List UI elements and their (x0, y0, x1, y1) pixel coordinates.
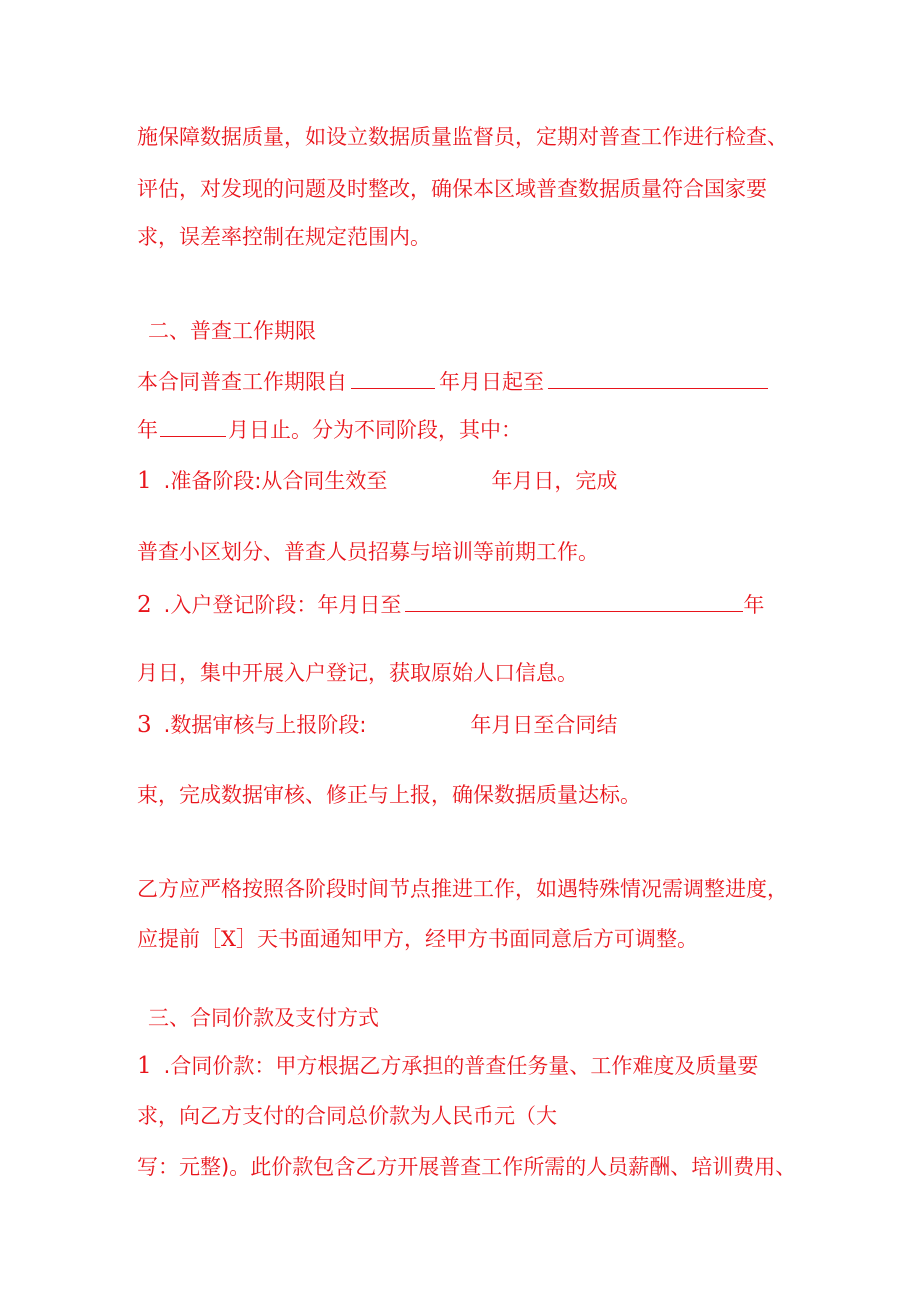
paragraph-line: 求，误差率控制在规定范围内。 (137, 225, 431, 249)
period-text-b: 年月日起至 (439, 370, 544, 394)
schedule-note-text-a: 应提前［ (137, 927, 221, 951)
end-date-blank (548, 366, 768, 389)
stage-1-number: 1 (137, 468, 152, 494)
stage-1-text-a: .准备阶段:从合同生效至 (163, 469, 388, 493)
start-date-blank (351, 366, 435, 389)
stage-3-continuation: 束，完成数据审核、修正与上报，确保数据质量达标。 (137, 783, 641, 807)
period-line-1 (137, 366, 768, 397)
end-month-blank (160, 414, 226, 437)
period-line-2 (137, 414, 522, 445)
stage-2-text-b: 年 (743, 593, 765, 617)
stage-1-line (137, 466, 617, 496)
schedule-note-line-1: 乙方应严格按照各阶段时间节点推进工作，如遇特殊情况需调整进度， (137, 877, 788, 901)
stage-2-date-blank (405, 589, 743, 612)
stage-2-continuation: 月日，集中开展入户登记，获取原始人口信息。 (137, 661, 578, 685)
stage-3-line (137, 710, 617, 740)
stage-3-text-a: .数据审核与上报阶段: (163, 713, 367, 737)
stage-2-text-a: .入户登记阶段：年月日至 (163, 593, 402, 617)
stage-1-text-b: 年月日，完成 (491, 469, 618, 493)
paragraph-line: 施保障数据质量，如设立数据质量监督员，定期对普查工作进行检查、 (137, 125, 788, 149)
section-heading-period: 二、普查工作期限 (148, 319, 316, 343)
price-line-1 (137, 1051, 758, 1081)
schedule-note-text-b: ］天书面通知甲方，经甲方书面同意后方可调整。 (235, 927, 698, 951)
stage-3-text-b: 年月日至合同结 (470, 713, 618, 737)
period-text-d: 月日止。分为不同阶段，其中： (228, 418, 522, 442)
paragraph-line: 评估，对发现的问题及时整改，确保本区域普查数据质量符合国家要 (137, 177, 767, 201)
stage-3-number: 3 (137, 712, 152, 738)
price-line-2: 求，向乙方支付的合同总价款为人民币元（大 (137, 1104, 557, 1128)
notice-days-placeholder: X (221, 927, 236, 951)
stage-2-line (137, 589, 764, 620)
price-line-3: 写：元整)。此价款包含乙方开展普查工作所需的人员薪酬、培训费用、 (137, 1155, 797, 1179)
period-text-c: 年 (137, 418, 158, 442)
price-text-1: .合同价款：甲方根据乙方承担的普查任务量、工作难度及质量要 (163, 1054, 759, 1078)
price-item-number: 1 (137, 1053, 152, 1079)
section-heading-price: 三、合同价款及支付方式 (148, 1006, 379, 1030)
schedule-note-line-2 (137, 924, 698, 954)
stage-2-number: 2 (137, 592, 152, 618)
stage-1-continuation: 普查小区划分、普查人员招募与培训等前期工作。 (137, 540, 599, 564)
period-text-a: 本合同普查工作期限自 (137, 370, 347, 394)
